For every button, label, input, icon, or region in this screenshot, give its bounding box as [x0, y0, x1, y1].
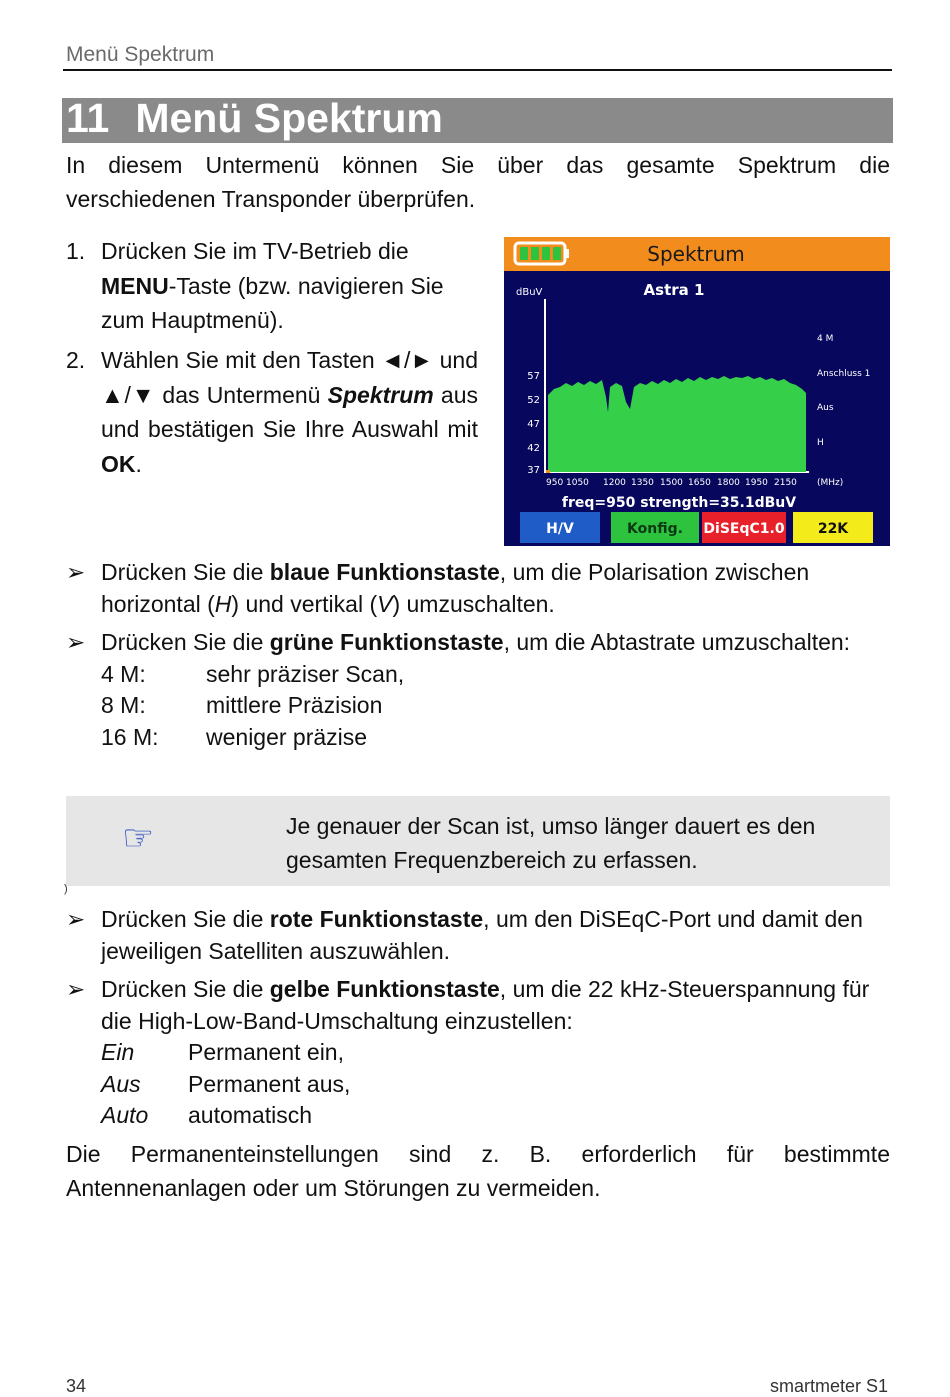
side-info-port: Anschluss 1 — [817, 369, 871, 379]
y-unit-label: dBuV — [516, 287, 543, 298]
status-line: freq=950 strength=35.1dBuV — [561, 495, 797, 511]
x-tick-label: 1350 — [631, 478, 654, 488]
satellite-name: Astra 1 — [643, 281, 705, 299]
product-name: smartmeter S1 — [769, 1376, 888, 1396]
running-header: Menü Spektrum — [66, 43, 215, 66]
bullet-red-key — [66, 904, 890, 967]
side-info-22k: Aus — [817, 403, 834, 413]
option-row: 8 M: mittlere Präzision — [101, 692, 383, 718]
bullet-arrow-icon: ➢ — [66, 906, 86, 932]
x-tick-label: 1050 — [566, 478, 589, 488]
bullet-text: Drücken Sie die blaue Funktionstaste, um die Polarisation zwischen horizontal (H) und vertikal (V) umzuschalten. — [101, 559, 810, 617]
step-number: 2. — [66, 347, 86, 373]
bullet-arrow-icon: ➢ — [66, 559, 86, 585]
bullet-arrow-icon: ➢ — [66, 976, 86, 1002]
x-tick-label: 1200 — [603, 478, 626, 488]
x-tick-label: 1650 — [688, 478, 711, 488]
bullet-text: Drücken Sie die rote Funktionstaste, um den DiSEqC-Port und damit den jeweiligen Satelliten auszuwählen. — [101, 906, 863, 964]
red-button-label: DiSEqC1.0 — [703, 521, 785, 537]
x-tick-label: 2150 — [774, 478, 797, 488]
bullet-text: Drücken Sie die grüne Funktionstaste, um die Abtastrate umzuschalten: — [101, 629, 851, 655]
side-info-bandwidth: 4 M — [817, 334, 834, 344]
note-text: Je genauer der Scan ist, umso länger dauert es den gesamten Frequenzbereich zu erfassen. — [286, 813, 816, 873]
spectrum-trace — [548, 376, 806, 472]
chapter-number: 11 — [66, 95, 110, 141]
blue-button-label: H/V — [546, 521, 574, 537]
pointing-hand-icon: ☞ — [122, 817, 155, 858]
option-row: Ein Permanent ein, — [101, 1039, 344, 1065]
bullet-arrow-icon: ➢ — [66, 629, 86, 655]
22k-options — [101, 1037, 890, 1132]
x-tick-label: 950 — [546, 478, 564, 488]
step-1 — [66, 234, 478, 338]
sample-rate-options — [101, 659, 890, 754]
green-button-label: Konfig. — [627, 521, 683, 537]
step-text: Wählen Sie mit den Tasten ◄/► und ▲/▼ das Untermenü Spektrum aus und bestätigen Sie Ihre Auswahl mit OK. — [101, 347, 478, 477]
y-tick-label: 57 — [527, 371, 540, 382]
device-title: Spektrum — [647, 242, 745, 266]
frequency-marker — [546, 470, 550, 473]
x-tick-label: 1800 — [717, 478, 740, 488]
y-tick-label: 42 — [527, 443, 540, 454]
step-number: 1. — [66, 238, 86, 264]
bullet-green-key — [66, 627, 890, 753]
outro-paragraph: Die Permanenteinstellungen sind z. B. erforderlich für bestimmte Antennenanlagen oder um Störungen zu vermeiden. — [66, 1141, 890, 1201]
bullet-blue-key — [66, 557, 890, 620]
x-unit-label: (MHz) — [817, 478, 844, 488]
stray-mark: ) — [64, 883, 68, 895]
bullet-yellow-key — [66, 974, 890, 1132]
header-rule — [63, 69, 892, 71]
option-row: Auto automatisch — [101, 1102, 313, 1128]
step-2 — [66, 343, 478, 481]
battery-icon — [515, 243, 569, 264]
x-tick-label: 1950 — [745, 478, 768, 488]
option-row: 4 M: sehr präziser Scan, — [101, 660, 405, 687]
x-tick-label: 1500 — [660, 478, 683, 488]
spectrum-display — [504, 237, 890, 546]
bullet-text: Drücken Sie die gelbe Funktionstaste, um die 22 kHz-Steuerspannung für die High-Low-Band-Umschaltung einzustellen: — [101, 976, 870, 1034]
side-info-polarisation: H — [817, 438, 824, 448]
option-row: Aus Permanent aus, — [101, 1070, 351, 1097]
yellow-button-label: 22K — [817, 521, 849, 537]
step-text: Drücken Sie im TV-Betrieb die MENU-Taste (bzw. navigieren Sie zum Hauptmenü). — [101, 238, 444, 333]
spectrum-screenshot — [504, 237, 890, 546]
option-row: 16 M: weniger präzise — [101, 723, 368, 750]
y-tick-label: 37 — [527, 465, 540, 476]
chapter-title — [66, 95, 443, 142]
intro-paragraph: In diesem Untermenü können Sie über das gesamte Spektrum die verschiedenen Transponder überprüfen. — [66, 152, 890, 212]
y-tick-label: 47 — [527, 419, 540, 430]
page-number: 34 — [66, 1376, 87, 1396]
y-tick-label: 52 — [527, 395, 540, 406]
chapter-title-text: Menü Spektrum — [135, 95, 443, 141]
